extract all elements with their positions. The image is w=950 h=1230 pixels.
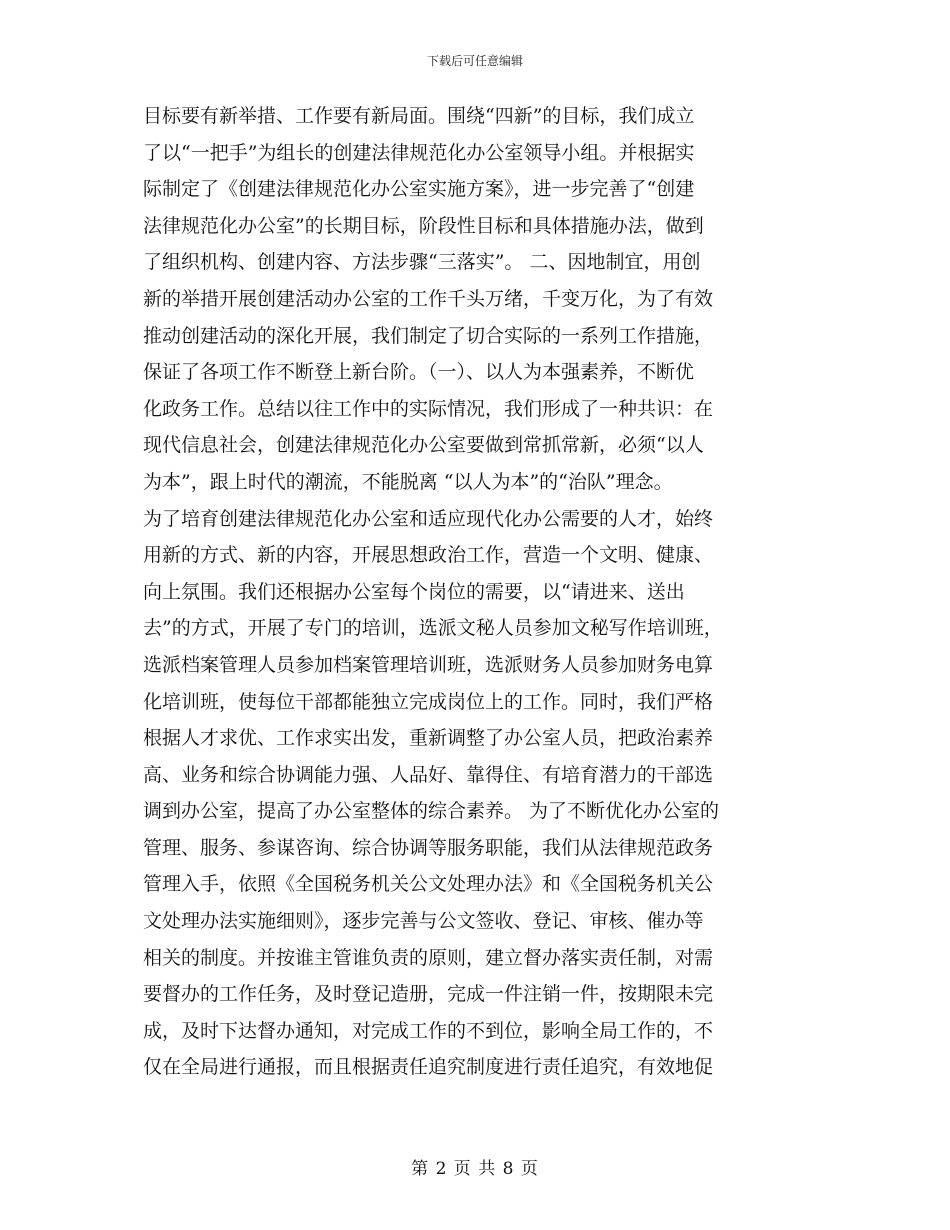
body-line: 高、业务和综合协调能力强、人品好、靠得住、有培育潜力的干部选 (143, 763, 714, 786)
body-line: 目标要有新举措、工作要有新局面。围绕“四新”的目标，我们成立 (143, 105, 695, 127)
body-line: 法律规范化办公室”的长期目标，阶段性目标和具体措施办法，做到 (143, 214, 704, 237)
body-line: 向上氛围。我们还根据办公室每个岗位的需要，以“请进来、送出 (143, 580, 685, 603)
body-line: 为了培育创建法律规范化办公室和适应现代化办公需要的人才，始终 (143, 507, 714, 530)
body-line: 为本”，跟上时代的潮流，不能脱离 “以人为本”的“治队”理念。 (143, 470, 673, 493)
page-header-note: 下载后可任意编辑 (426, 54, 523, 68)
body-line: 仅在全局进行通报，而且根据责任追究制度进行责任追究，有效地促 (143, 1056, 714, 1079)
body-line: 根据人才求优、工作求实出发，重新调整了办公室人员，把政治素养 (143, 727, 714, 750)
body-line: 现代信息社会，创建法律规范化办公室要做到常抓常新，必须“以人 (143, 434, 704, 457)
body-line: 化政务工作。总结以往工作中的实际情况，我们形成了一种共识：在 (143, 397, 714, 420)
body-line: 去”的方式，开展了专门的培训，选派文秘人员参加文秘写作培训班， (143, 617, 723, 640)
page-number: 第 2 页 共 8 页 (411, 1159, 539, 1179)
body-line: 了组织机构、创建内容、方法步骤“三落实”。 二、因地制宜，用创 (143, 251, 701, 274)
body-line: 相关的制度。并按谁主管谁负责的原则，建立督办落实责任制，对需 (143, 946, 714, 969)
body-line: 管理入手，依照《全国税务机关公文处理办法》和《全国税务机关公 (143, 873, 714, 896)
body-line: 选派档案管理人员参加档案管理培训班，选派财务人员参加财务电算 (143, 653, 714, 676)
document-body (143, 98, 807, 1086)
body-line: 了以“一把手”为组长的创建法律规范化办公室领导小组。并根据实 (143, 141, 695, 164)
body-line: 文处理办法实施细则》，逐步完善与公文签收、登记、审核、催办等 (143, 910, 704, 933)
body-line: 用新的方式、新的内容，开展思想政治工作，营造一个文明、健康、 (143, 544, 714, 567)
body-line: 推动创建活动的深化开展，我们制定了切合实际的一系列工作措施， (143, 324, 714, 347)
body-line: 要督办的工作任务，及时登记造册，完成一件注销一件，按期限未完 (143, 983, 714, 1006)
body-line: 调到办公室，提高了办公室整体的综合素养。 为了不断优化办公室的 (143, 800, 720, 823)
body-line: 管理、服务、参谋咨询、综合协调等服务职能，我们从法律规范政务 (143, 836, 714, 859)
body-line: 化培训班，使每位干部都能独立完成岗位上的工作。同时，我们严格 (143, 690, 714, 713)
body-line: 新的举措开展创建活动办公室的工作千头万绪，千变万化，为了有效 (143, 287, 714, 310)
body-line: 成，及时下达督办通知，对完成工作的不到位，影响全局工作的，不 (143, 1019, 714, 1042)
body-line: 保证了各项工作不断登上新台阶。（一）、以人为本强素养，不断优 (143, 361, 695, 384)
body-line: 际制定了《创建法律规范化办公室实施方案》，进一步完善了“创建 (143, 178, 695, 201)
